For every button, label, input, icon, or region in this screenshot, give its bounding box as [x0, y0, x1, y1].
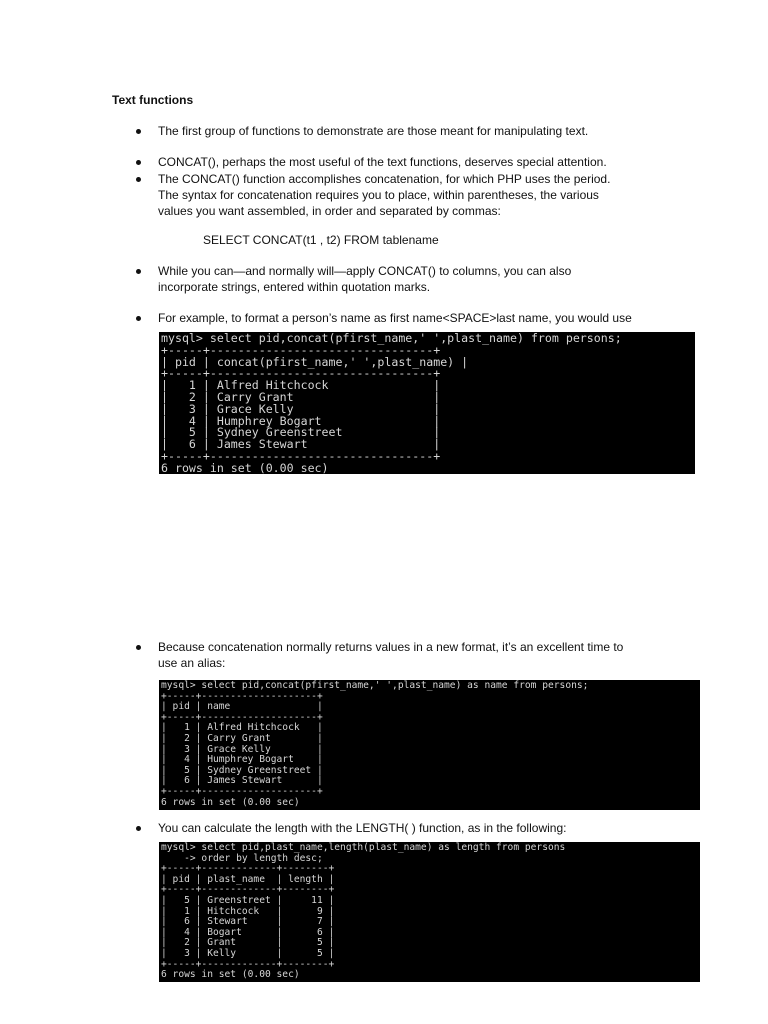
- mysql-terminal-screenshot: mysql> select pid,concat(pfirst_name,' ',plast_name) as name from persons; +-----+--------------------+ | pid | name | +-----+--------------------+ | 1 | Alfred Hitchcock | | 2 | Carry Grant | | 3 | Grace Kelly | | 4 | Humphrey Bogart | | 5 | Sydney Greenstreet | | 6 | James Stewart | +-----+--------------------+ 6 rows in set (0.00 sec): [159, 680, 700, 810]
- bullet-text: You can calculate the length with the LENGTH( ) function, as in the following:: [158, 821, 567, 835]
- bullet-text: The first group of functions to demonstrate are those meant for manipulating text.: [158, 124, 589, 138]
- bullet-text: Because concatenation normally returns values in a new format, it’s an excellent time to use an alias:: [158, 640, 624, 670]
- syntax-example: SELECT CONCAT(t1 , t2) FROM tablename: [203, 233, 439, 247]
- bullet-dot: [136, 160, 141, 165]
- bullet-text: CONCAT(), perhaps the most useful of the text functions, deserves special attention.: [158, 155, 607, 169]
- mysql-terminal-screenshot: mysql> select pid,plast_name,length(plast_name) as length from persons -> order by length desc; +-----+-------------+--------+ | pid | plast_name | length | +-----+-------------+--------+ | 5 | Greenstreet | 11 | | 1 | Hitchcock | 9 | | 6 | Stewart | 7 | | 4 | Bogart | 6 | | 2 | Grant | 5 | | 3 | Kelly | 5 | +-----+-------------+--------+ 6 rows in set (0.00 sec): [159, 842, 700, 982]
- bullet-text: The CONCAT() function accomplishes concatenation, for which PHP uses the period. The syntax for concatenation requires you to place, within parentheses, the various values you want assembled, in order and separated by commas:: [158, 172, 611, 218]
- bullet-text: While you can—and normally will—apply CONCAT() to columns, you can also incorporate strings, entered within quotation marks.: [158, 264, 572, 294]
- section-heading: Text functions: [112, 93, 194, 107]
- bullet-dot: [136, 269, 141, 274]
- bullet-text: For example, to format a person’s name as first name<SPACE>last name, you would use: [158, 311, 632, 325]
- bullet-dot: [136, 129, 141, 134]
- mysql-terminal-screenshot: mysql> select pid,concat(pfirst_name,' ',plast_name) from persons; +-----+--------------------------------+ | pid | concat(pfirst_name,' ',plast_name) | +-----+--------------------------------+ | 1 | Alfred Hitchcock | | 2 | Carry Grant | | 3 | Grace Kelly | | 4 | Humphrey Bogart | | 5 | Sydney Greenstreet | | 6 | James Stewart | +-----+--------------------------------+ 6 rows in set (0.00 sec): [159, 332, 695, 474]
- bullet-dot: [136, 826, 141, 831]
- bullet-dot: [136, 645, 141, 650]
- bullet-dot: [136, 177, 141, 182]
- bullet-dot: [136, 316, 141, 321]
